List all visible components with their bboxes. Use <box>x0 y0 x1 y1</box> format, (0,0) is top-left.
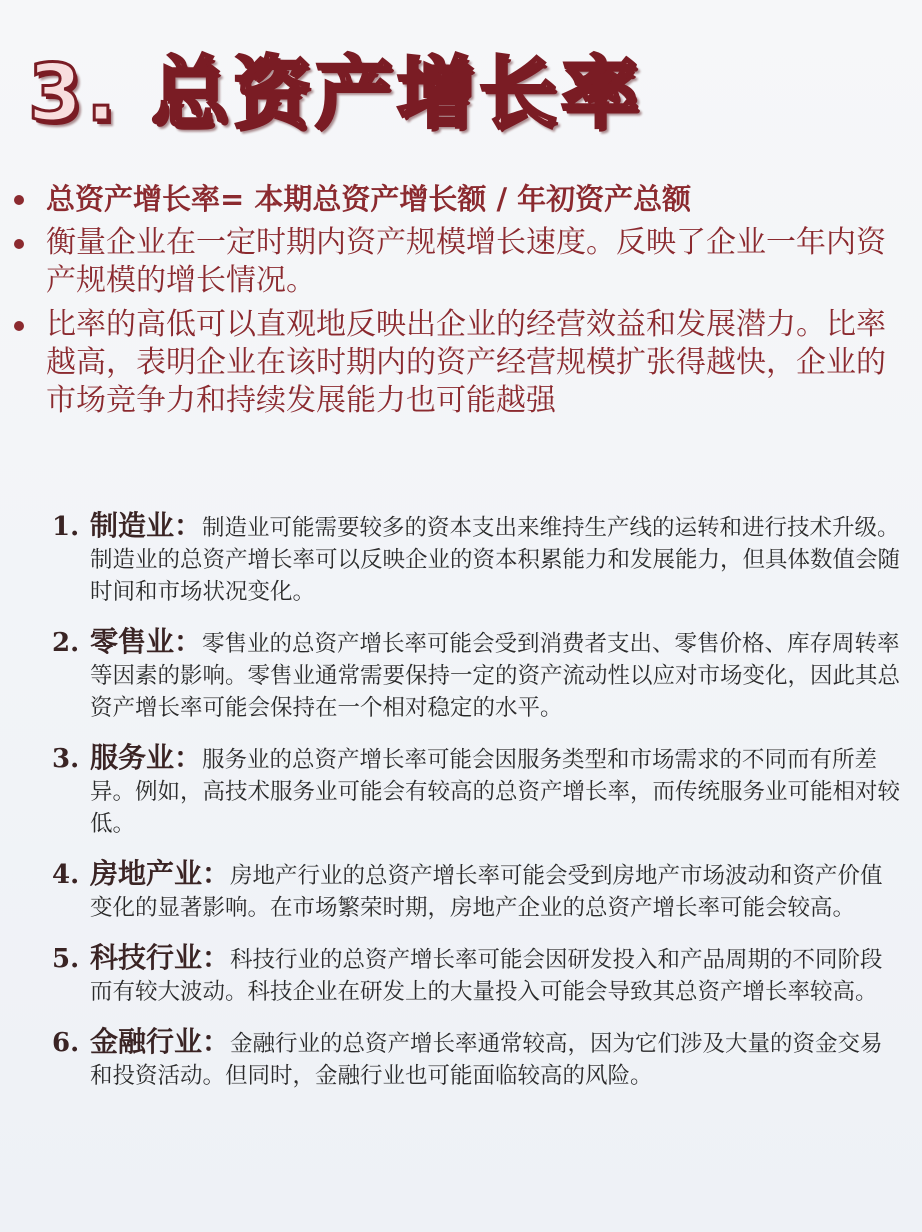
item-number: 2. <box>52 628 80 658</box>
industry-item-services <box>0 742 922 840</box>
meaning-bullet <box>0 306 922 420</box>
industry-description: 零售业的总资产增长率可能会受到消费者支出、零售价格、库存周转率等因素的影响。零售业通常需要保持一定的资产流动性以应对市场变化，因此其总资产增长率可能会保持在一个相对稳定的水平。 <box>90 631 901 721</box>
bullet-dot-icon <box>14 321 24 331</box>
item-number: 4. <box>52 860 80 890</box>
industry-description: 金融行业的总资产增长率通常较高，因为它们涉及大量的资金交易和投资活动。但同时，金融行业也可能面临较高的风险。 <box>90 1031 883 1089</box>
meaning-text: 比率的高低可以直观地反映出企业的经营效益和发展潜力。比率越高，表明企业在该时期内的资产经营规模扩张得越快，企业的市场竞争力和持续发展能力也可能越强 <box>46 307 886 418</box>
item-separator: ： <box>202 1025 231 1058</box>
page-title: 3. 总资产增长率 <box>28 49 644 139</box>
industry-item-technology <box>0 942 922 1008</box>
industry-description: 科技行业的总资产增长率可能会因研发投入和产品周期的不同阶段而有较大波动。科技企业在研发上的大量投入可能会导致其总资产增长率较高。 <box>90 947 883 1005</box>
bullet-dot-icon <box>14 195 24 205</box>
definition-text: 衡量企业在一定时期内资产规模增长速度。反映了企业一年内资产规模的增长情况。 <box>46 225 886 298</box>
formula-text: 总资产增长率= 本期总资产增长额 / 年初资产总额 <box>46 182 692 216</box>
item-separator: ： <box>174 625 203 658</box>
bullet-dot-icon <box>14 239 24 249</box>
formula-bullet <box>0 180 922 218</box>
definition-bullet <box>0 224 922 300</box>
industry-name: 金融行业 <box>90 1025 203 1058</box>
industry-item-real-estate <box>0 858 922 924</box>
item-separator: ： <box>202 857 231 890</box>
industry-name: 科技行业 <box>90 941 203 974</box>
industry-description: 房地产行业的总资产增长率可能会受到房地产市场波动和资产价值变化的显著影响。在市场繁荣时期，房地产企业的总资产增长率可能会较高。 <box>90 863 883 921</box>
item-separator: ： <box>174 509 203 542</box>
industry-name: 制造业 <box>90 509 175 542</box>
industry-description: 制造业可能需要较多的资本支出来维持生产线的运转和进行技术升级。制造业的总资产增长率可以反映企业的资本积累能力和发展能力，但具体数值会随时间和市场状况变化。 <box>90 515 901 605</box>
item-number: 1. <box>52 512 80 542</box>
industry-name: 零售业 <box>90 625 175 658</box>
item-separator: ： <box>202 941 231 974</box>
item-number: 3. <box>52 744 80 774</box>
industry-item-manufacturing <box>0 510 922 608</box>
industry-name: 房地产业 <box>90 857 203 890</box>
item-number: 5. <box>52 944 80 974</box>
industry-name: 服务业 <box>90 741 175 774</box>
item-number: 6. <box>52 1028 80 1058</box>
item-separator: ： <box>174 741 203 774</box>
summary-bullet-list <box>0 180 922 426</box>
industry-item-retail <box>0 626 922 724</box>
industry-item-finance <box>0 1026 922 1092</box>
industry-list <box>0 510 922 1110</box>
industry-description: 服务业的总资产增长率可能会因服务类型和市场需求的不同而有所差异。例如，高技术服务业可能会有较高的总资产增长率，而传统服务业可能相对较低。 <box>90 747 901 837</box>
